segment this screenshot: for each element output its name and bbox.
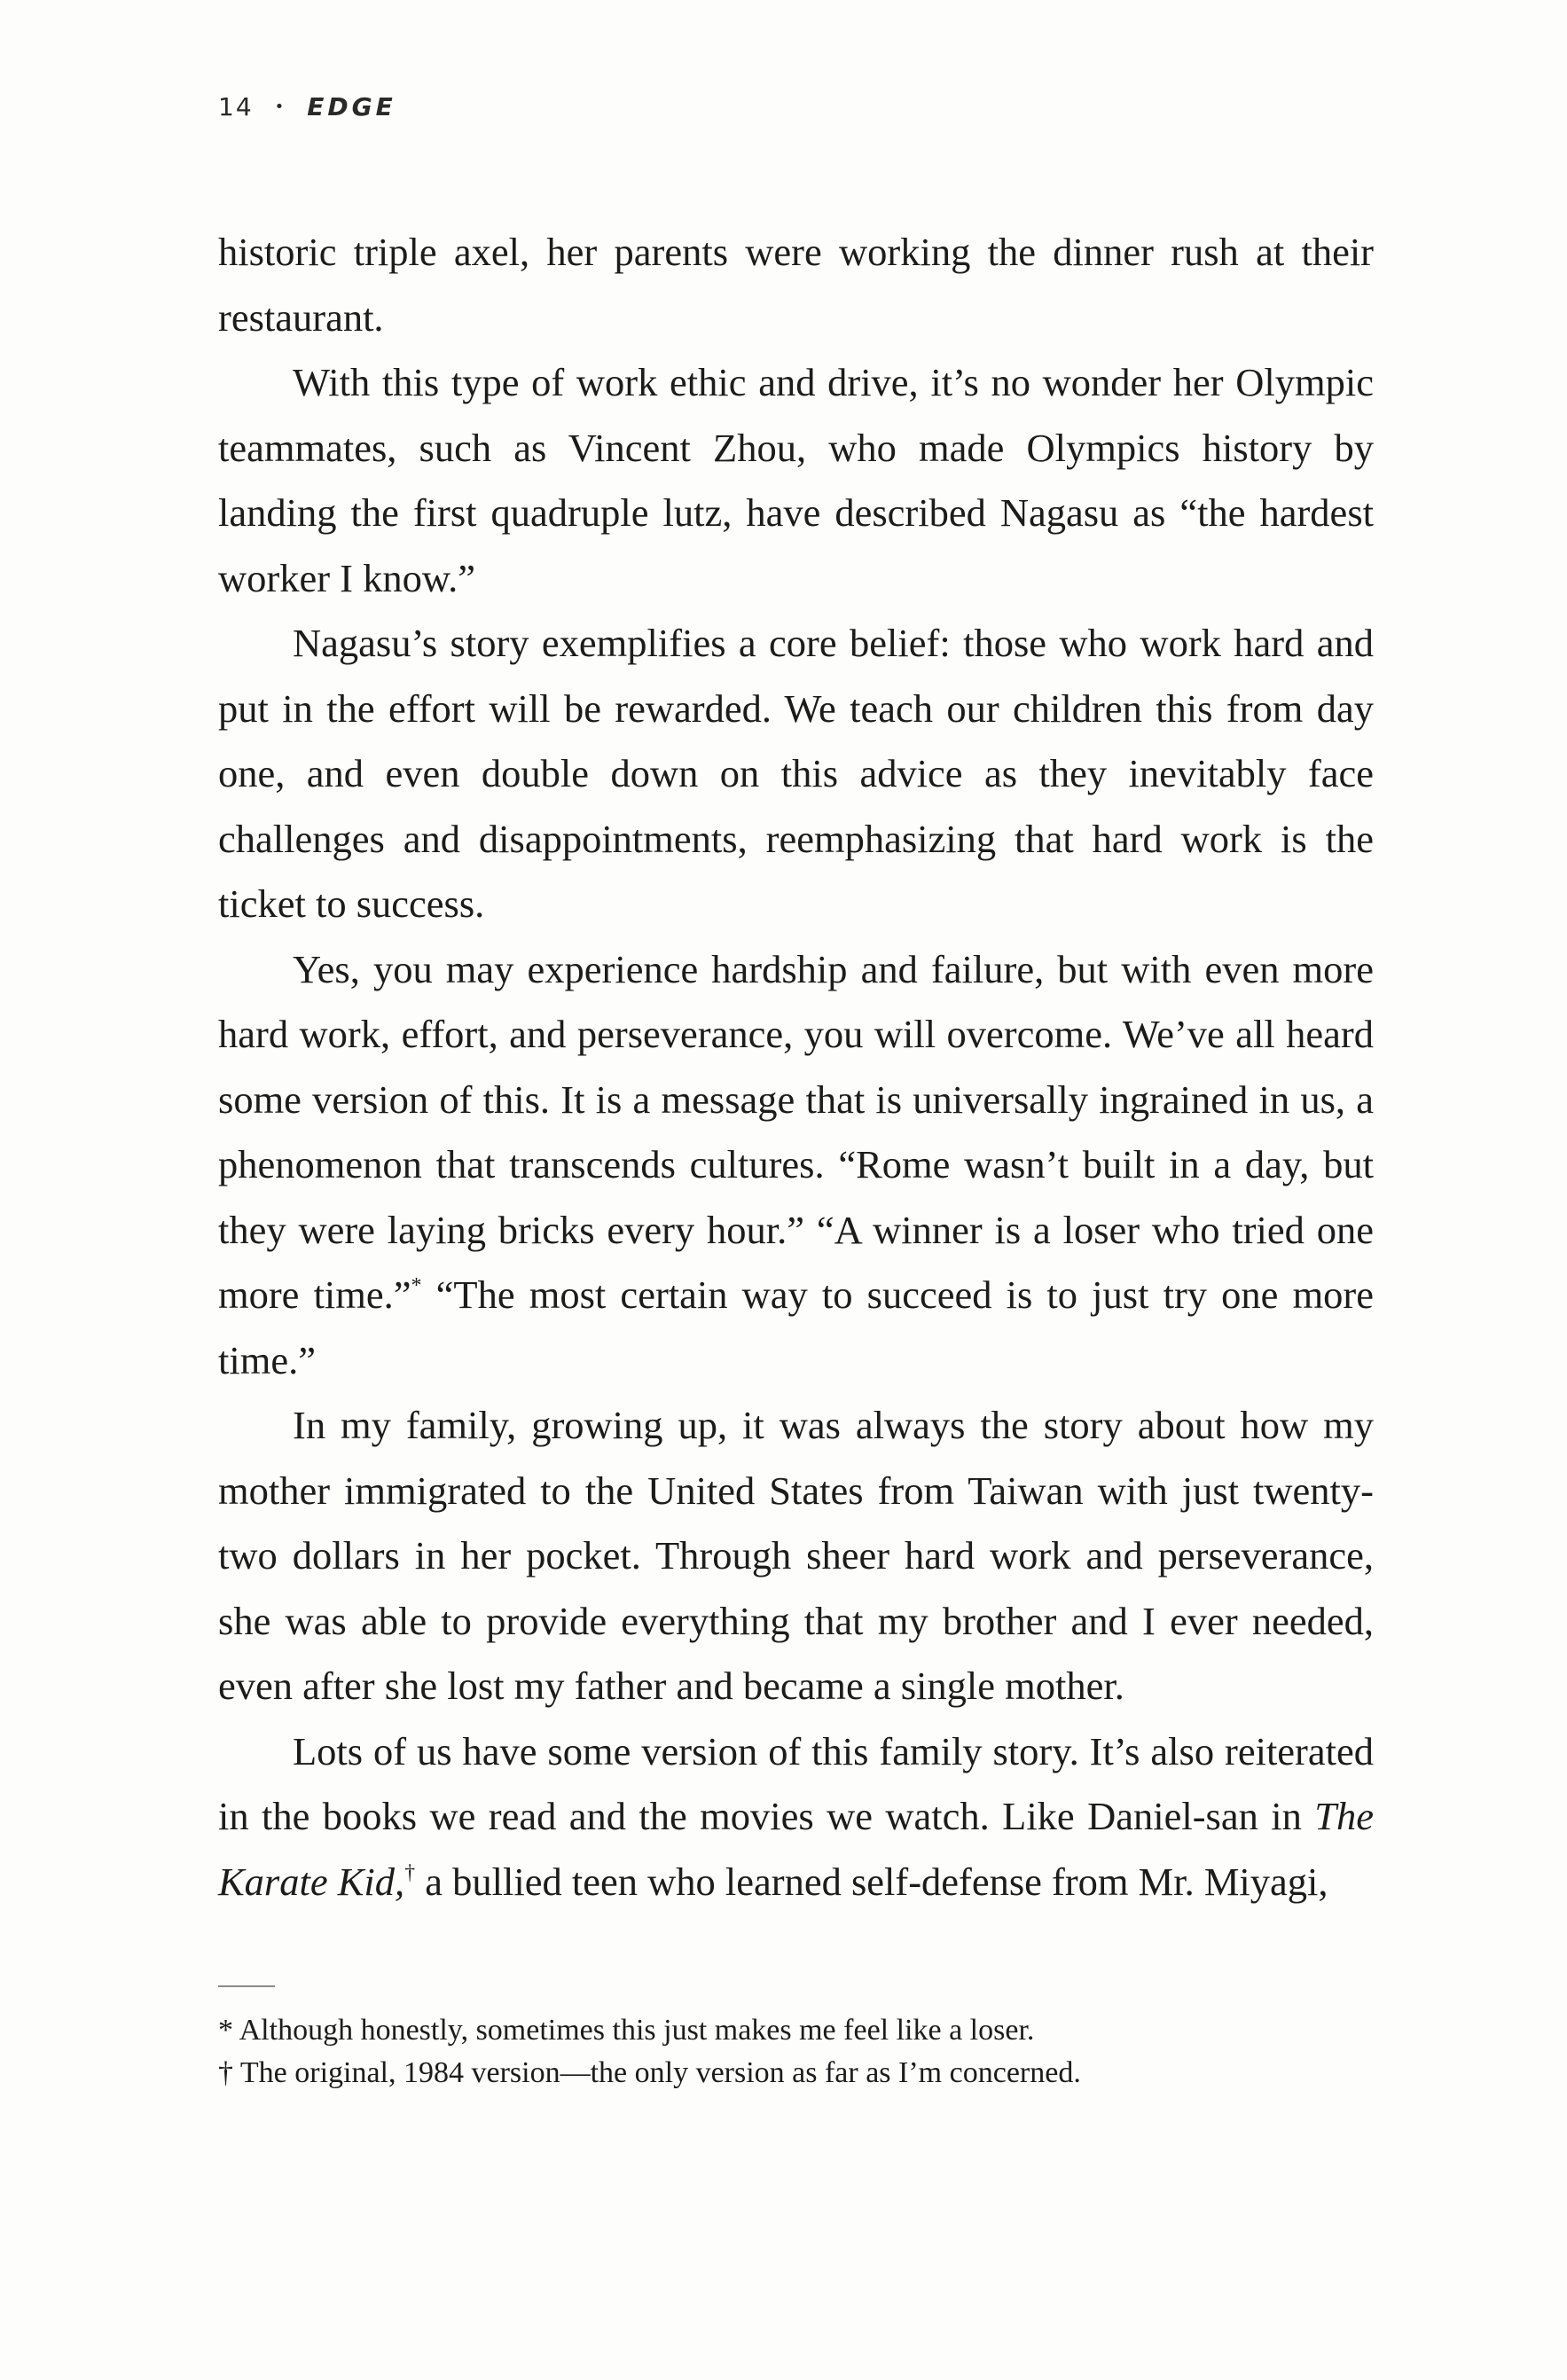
footnote — [218, 2009, 1374, 2052]
footnote-reference-dagger: † — [404, 1860, 416, 1884]
book-title: EDGE — [307, 92, 396, 121]
running-head — [218, 92, 396, 121]
footnote — [218, 2052, 1374, 2094]
footnote-mark: † — [218, 2056, 233, 2089]
paragraph — [218, 1719, 1374, 1915]
paragraph — [218, 937, 1374, 1394]
page-number: 14 — [218, 92, 254, 121]
footnote-text: Although honestly, sometimes this just makes me feel like a loser. — [233, 2014, 1035, 2047]
paragraph: Nagasu’s story exemplifies a core belief: those who work hard and put in the effort will be rewarded. We teach our children this from day one, and even double down on this advice as they inevitably face challenges and disappointments, reemphasizing that hard work is the ticket to success. — [218, 621, 1374, 926]
body-text — [218, 220, 1374, 1914]
footnote-mark: * — [218, 2014, 233, 2047]
header-separator: • — [274, 98, 286, 116]
paragraph: historic triple axel, her parents were working the dinner rush at their restaurant. — [218, 230, 1374, 340]
paragraph: In my family, growing up, it was always the story about how my mother immigrated to the United States from Taiwan with just twenty-two dollars in her pocket. Through sheer hard work and perseverance, she was able to provide everything that my brother and I ever needed, even after she lost my father and became a single mother. — [218, 1403, 1374, 1708]
paragraph-text: “The most certain way to succeed is to just try one more time.” — [218, 1272, 1375, 1382]
paragraph-text: Lots of us have some version of this family story. It’s also reiterated in the books we read and the movies we watch. Like Daniel-san in — [218, 1728, 1374, 1838]
paragraph-text: Yes, you may experience hardship and failure, but with even more hard work, effort, and perseverance, you will overcome. We’ve all heard some version of this. It is a message that is universally ingrained in us, a phenomenon that transcends cultures. “Rome wasn’t built in a day, but they were laying bricks every hour.” “A winner is a loser who tried one more time.” — [218, 946, 1374, 1317]
footnote-reference-asterisk: * — [411, 1274, 422, 1297]
footnotes — [218, 2009, 1374, 2094]
film-title: The Karate Kid, — [218, 1794, 1374, 1904]
footnote-text: The original, 1984 version—the only version as far as I’m concerned. — [233, 2056, 1081, 2089]
footnote-divider — [218, 1985, 275, 1987]
paragraph: With this type of work ethic and drive, it’s no wonder her Olympic teammates, such as Vincent Zhou, who made Olympics history by landing the first quadruple lutz, have described Nagasu as “the hardest worker I know.” — [218, 360, 1374, 600]
paragraph-text: a bullied teen who learned self-defense from Mr. Miyagi, — [415, 1859, 1328, 1904]
